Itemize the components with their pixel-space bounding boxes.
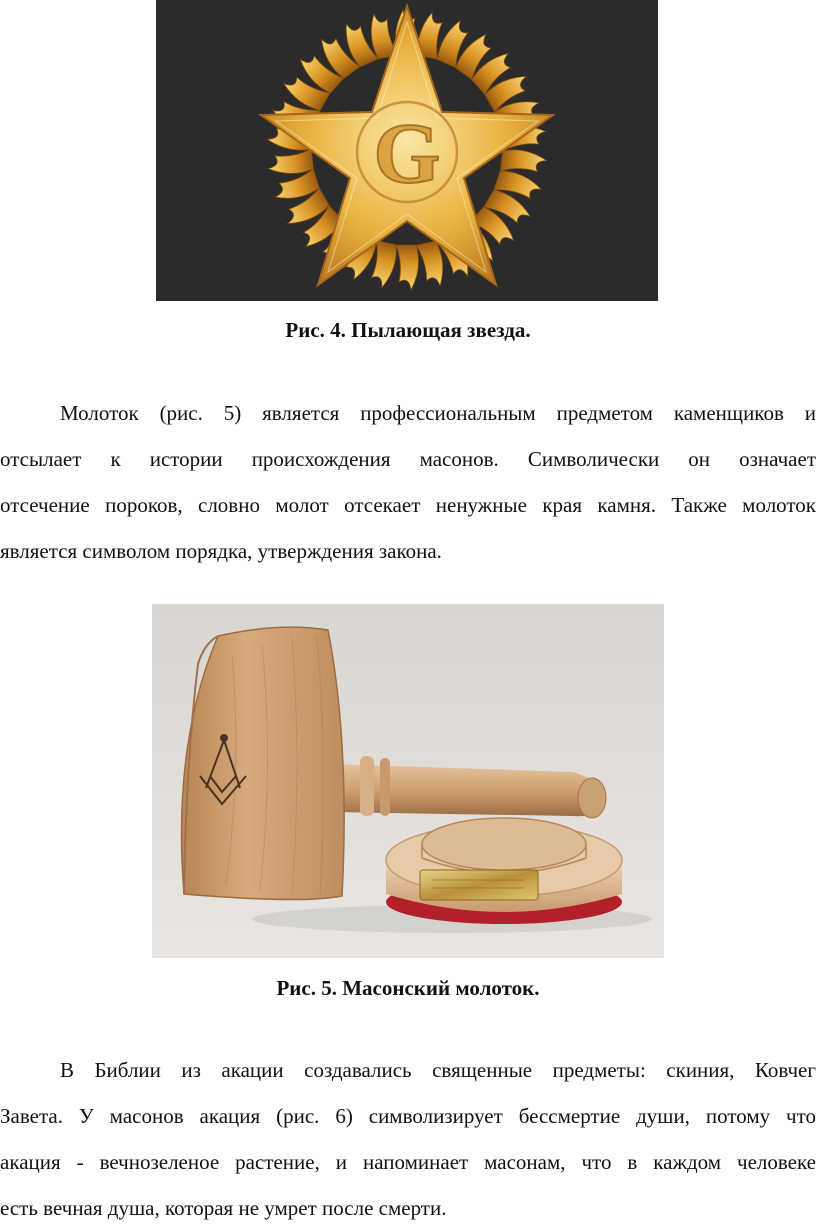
emblem-letter: G xyxy=(373,105,441,201)
blazing-star-image xyxy=(156,0,658,301)
text-line: является символом порядка, утверждения закона. xyxy=(0,539,442,563)
text-line: отсечение пороков, словно молот отсекает ненужные края камня. Также молоток xyxy=(0,493,816,517)
text-line: есть вечная душа, которая не умрет после смерти. xyxy=(0,1196,447,1220)
text-line: Молоток (рис. 5) является профессиональным предметом каменщиков и xyxy=(60,401,816,425)
figure-5-caption: Рис. 5. Масонский молоток. xyxy=(276,976,540,1000)
gavel-head xyxy=(182,627,345,899)
masonic-gavel-image xyxy=(152,604,664,958)
figure-masonic-gavel xyxy=(152,604,664,958)
figure-4-caption: Рис. 4. Пылающая звезда. xyxy=(285,318,531,342)
brass-plaque xyxy=(420,870,538,900)
figure-blazing-star xyxy=(156,0,658,301)
sounding-block xyxy=(386,818,622,924)
text-line: отсылает к истории происхождения масонов. Символически он означает xyxy=(0,447,816,471)
text-line: Завета. У масонов акация (рис. 6) символизирует бессмертие души, потому что xyxy=(0,1104,816,1128)
paragraph-acacia xyxy=(0,1047,816,1231)
text-line: В Библии из акации создавались священные предметы: скиния, Ковчег xyxy=(60,1058,816,1082)
paragraph-gavel xyxy=(0,390,816,574)
text-line: акация - вечнозеленое растение, и напоминает масонам, что в каждом человеке xyxy=(0,1150,816,1174)
